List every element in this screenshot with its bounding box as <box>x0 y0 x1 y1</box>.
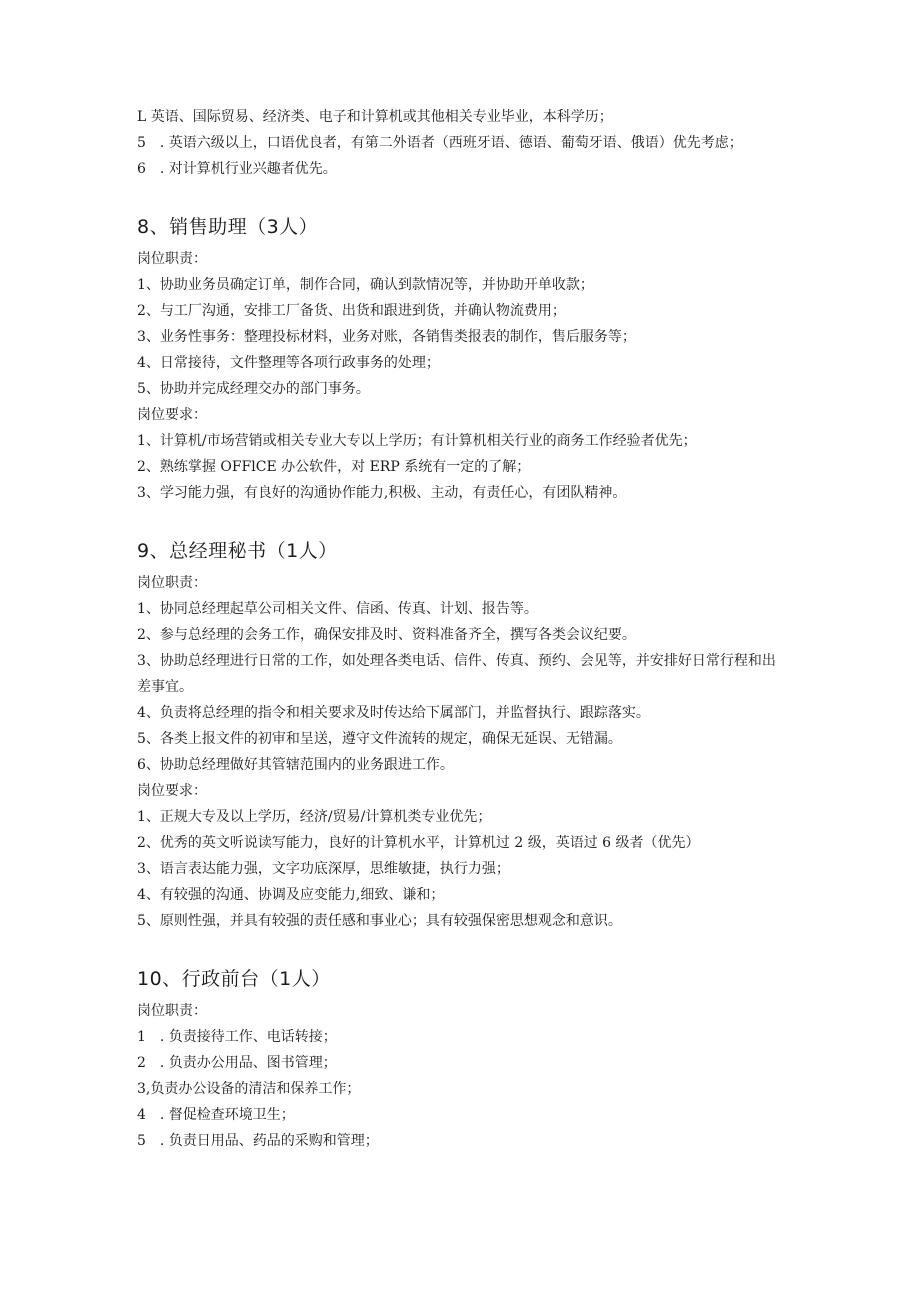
requirement-item: 3、语言表达能力强，文字功底深厚，思维敏捷，执行力强； <box>137 861 510 877</box>
duties-label: 岗位职责： <box>137 251 207 267</box>
duty-item: 4、负责将总经理的指令和相关要求及时传达给下属部门，并监督执行、跟踪落实。 <box>137 705 650 721</box>
requirement-item: 5、原则性强，并具有较强的责任感和事业心；具有较强保密思想观念和意识。 <box>137 913 622 929</box>
duty-item: 6、协助总经理做好其管辖范围内的业务跟进工作。 <box>137 757 454 773</box>
duty-item: 1、协助业务员确定订单，制作合同，确认到款情况等，并协助开单收款； <box>137 277 594 293</box>
intro-line-3: 6 . 对计算机行业兴趣者优先。 <box>137 161 337 177</box>
section-title: 8、销售助理（3人） <box>137 216 319 238</box>
duties-label: 岗位职责： <box>137 575 207 591</box>
requirement-item: 4、有较强的沟通、协调及应变能力,细致、谦和； <box>137 887 445 903</box>
requirement-item: 1、正规大专及以上学历，经济/贸易/计算机类专业优先； <box>137 809 492 825</box>
document-page <box>137 104 787 1154</box>
intro-line-2: 5 . 英语六级以上，口语优良者，有第二外语者（西班牙语、德语、葡萄牙语、俄语）优先考虑； <box>137 135 743 151</box>
duty-item: 5、各类上报文件的初审和呈送，遵守文件流转的规定，确保无延误、无错漏。 <box>137 731 622 747</box>
duties-label: 岗位职责： <box>137 1003 207 1019</box>
duty-item: 3,负责办公设备的清洁和保养工作； <box>137 1081 361 1097</box>
duty-item: 3、协助总经理进行日常的工作，如处理各类电话、信件、传真、预约、会见等，并安排好日常行程和出差事宜。 <box>137 653 776 695</box>
requirements-label: 岗位要求： <box>137 783 207 799</box>
duty-item: 4 . 督促检查环境卫生； <box>137 1107 295 1123</box>
section-gm-secretary <box>137 536 787 934</box>
requirements-label: 岗位要求： <box>137 407 207 423</box>
section-title: 9、总经理秘书（1人） <box>137 540 338 562</box>
section-title: 10、行政前台（1人） <box>137 968 331 990</box>
intro-line-1: L 英语、国际贸易、经济类、电子和计算机或其他相关专业毕业，本科学历； <box>137 109 613 125</box>
duty-item: 2、与工厂沟通，安排工厂备货、出货和跟进到货，并确认物流费用； <box>137 303 566 319</box>
section-admin-reception <box>137 964 787 1154</box>
duty-item: 5、协助并完成经理交办的部门事务。 <box>137 381 370 397</box>
duty-item: 2、参与总经理的会务工作，确保安排及时、资料准备齐全，撰写各类会议纪要。 <box>137 627 636 643</box>
duty-item: 1、协同总经理起草公司相关文件、信函、传真、计划、报告等。 <box>137 601 538 617</box>
intro-requirements <box>137 104 787 182</box>
requirement-item: 2、熟练掌握 OFFlCE 办公软件，对 ERP 系统有一定的了解； <box>137 459 531 475</box>
duty-item: 5 . 负责日用品、药品的采购和管理； <box>137 1133 379 1149</box>
duty-item: 3、业务性事务：整理投标材料，业务对账，各销售类报表的制作，售后服务等； <box>137 329 636 345</box>
requirement-item: 2、优秀的英文听说读写能力，良好的计算机水平，计算机过 2 级，英语过 6 级者（优先） <box>137 835 700 851</box>
requirement-item: 3、学习能力强，有良好的沟通协作能力,积极、主动，有责任心，有团队精神。 <box>137 485 627 501</box>
duty-item: 2 . 负责办公用品、图书管理； <box>137 1055 337 1071</box>
section-sales-assistant <box>137 212 787 506</box>
duty-item: 1 . 负责接待工作、电话转接； <box>137 1029 337 1045</box>
duty-item: 4、日常接待，文件整理等各项行政事务的处理； <box>137 355 440 371</box>
requirement-item: 1、计算机/市场营销或相关专业大专以上学历；有计算机相关行业的商务工作经验者优先； <box>137 433 697 449</box>
